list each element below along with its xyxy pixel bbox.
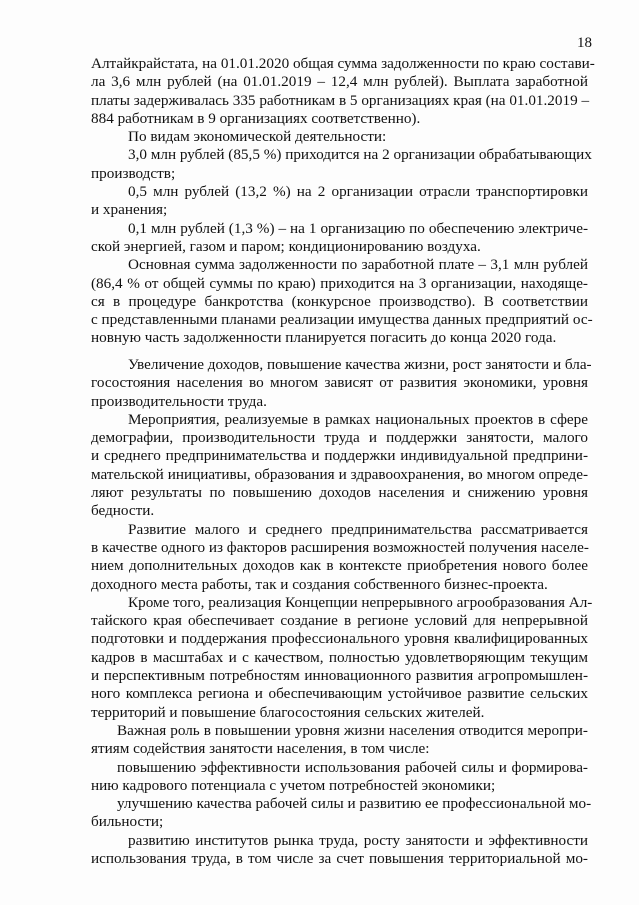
text-line: тайского края обеспечивает создание в регионе условий для непрерывной (91, 612, 588, 630)
text-line: По видам экономической деятельности: (128, 128, 387, 146)
text-line: Основная сумма задолженности по заработной плате – 3,1 млн рублей (128, 256, 588, 274)
text-line: 3,0 млн рублей (85,5 %) приходится на 2 организации обрабатывающих (128, 146, 592, 164)
text-line: 0,1 млн рублей (1,3 %) – на 1 организацию по обеспечению электриче- (128, 219, 588, 237)
text-line: и хранения; (91, 201, 168, 219)
text-line: Важная роль в повышении уровня жизни населения отводится меропри- (117, 721, 588, 739)
page-number: 18 (577, 35, 592, 51)
text-line: нию кадрового потенциала с учетом потребностей экономики; (91, 776, 496, 794)
text-line: Мероприятия, реализуемые в рамках национальных проектов в сфере (128, 410, 588, 428)
text-line: с представленными планами реализации имущества данных предприятий ос- (91, 311, 593, 329)
text-line: бедности. (91, 502, 155, 520)
text-line: территорий и повышение благосостояния сельских жителей. (91, 703, 485, 721)
text-line: использования труда, в том числе за счет повышения территориальной мо- (91, 850, 588, 868)
text-line: ятиям содействия занятости населения, в том числе: (91, 740, 430, 758)
text-line: ла 3,6 млн рублей (на 01.01.2019 – 12,4 млн рублей). Выплата заработной (91, 73, 588, 91)
text-line: Увеличение доходов, повышение качества жизни, рост занятости и бла- (128, 356, 592, 373)
text-line: госостояния населения во многом зависят от развития экономики, уровня (91, 374, 588, 392)
text-line: производств; (91, 164, 176, 182)
text-line: производительности труда. (91, 392, 267, 410)
text-block-top (91, 55, 595, 348)
text-line: платы задерживалась 335 работникам в 5 организациях края (на 01.01.2019 – (91, 91, 590, 109)
text-line: в качестве одного из факторов расширения возможностей получения населе- (91, 538, 589, 556)
text-line: Развитие малого и среднего предпринимательства рассматривается (128, 520, 588, 538)
text-line: Алтайкрайстата, на 01.01.2020 общая сумма задолженности по краю состави- (91, 55, 595, 72)
text-line: Кроме того, реализация Концепции непрерывного агрообразования Ал- (128, 593, 593, 611)
text-line: ляют результаты по повышению доходов населения и снижению уровня (91, 484, 588, 502)
text-line: и перспективным потребностям инновационного развития агропромышлен- (91, 667, 588, 685)
text-line: подготовки и поддержания профессионального уровня квалифицированных (91, 630, 588, 648)
text-line: развитию институтов рынка труда, росту занятости и эффективности (128, 831, 588, 849)
text-line: (86,4 % от общей суммы по краю) приходится на 3 организации, находяще- (91, 274, 588, 292)
text-line: ного комплекса региона и обеспечивающим устойчивое развитие сельских (91, 685, 588, 703)
text-line: новную часть задолженности планируется погасить до конца 2020 года. (91, 329, 557, 347)
text-line: кадров в масштабах и с качеством, полностью удовлетворяющим текущим (91, 648, 588, 666)
text-line: 0,5 млн рублей (13,2 %) на 2 организации отрасли транспортировки (128, 183, 588, 201)
text-line: 884 работникам в 9 организациях соответственно). (91, 109, 421, 127)
text-line: улучшению качества рабочей силы и развитию ее профессиональной мо- (117, 795, 592, 813)
text-line: ской энергией, газом и паром; кондиционированию воздуха. (91, 237, 481, 255)
text-line: ся в процедуре банкротства (конкурсное производство). В соответствии (91, 292, 588, 310)
text-line: демографии, производительности труда и поддержки занятости, малого (91, 429, 588, 447)
text-line: бильности; (91, 813, 164, 831)
text-line: и среднего предпринимательства и поддержки индивидуальной предприни- (91, 447, 588, 465)
text-line: доходного места работы, так и создания собственного бизнес-проекта. (91, 575, 548, 593)
text-block-main (91, 356, 593, 868)
text-line: повышению эффективности использования рабочей силы и формирова- (117, 758, 588, 776)
text-line: мательской инициативы, образования и здравоохранения, во многом опреде- (91, 465, 588, 483)
text-line: нием дополнительных доходов как в контексте приобретения нового более (91, 557, 588, 575)
